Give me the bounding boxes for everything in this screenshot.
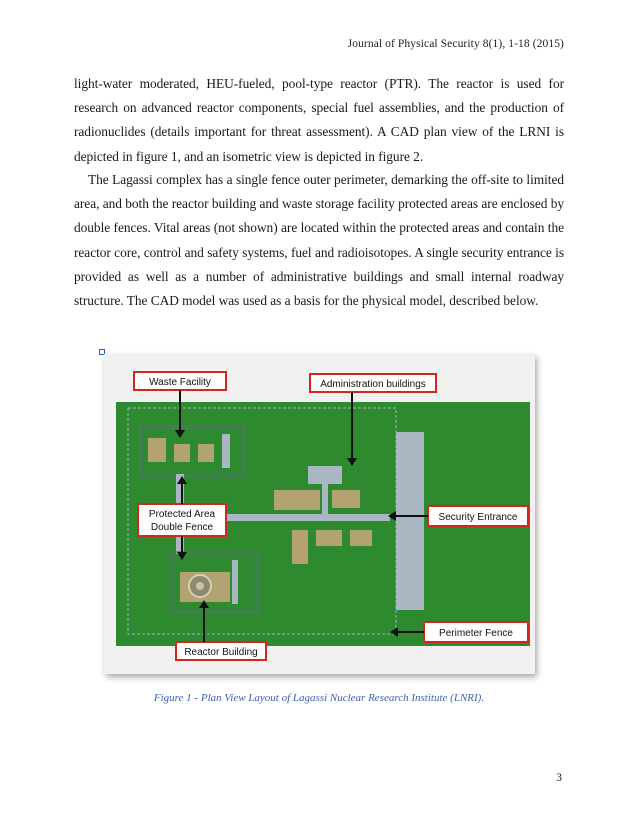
svg-text:Reactor Building: Reactor Building [184,647,258,658]
admin-building-2 [332,490,360,508]
reactor-dome-core [196,582,204,590]
admin-building-1 [274,490,320,510]
svg-text:Waste Facility: Waste Facility [149,377,211,388]
paragraph-1: light-water moderated, HEU-fueled, pool-type reactor (PTR). The reactor is used for research on advanced reactor components, special fuel assemblies, and the production of radionuclides (details important for threat assessment). A CAD plan view of the LRNI is depicted in figure 1, and an isometric view is depicted in figure 2. [74,76,564,164]
admin-building-3 [292,530,308,564]
svg-text:Administration buildings: Administration buildings [320,379,426,390]
figure-caption: Figure 1 - Plan View Layout of Lagassi Nuclear Research Institute (LNRI). [153,692,485,704]
waste-building-1 [148,438,166,462]
admin-building-5 [350,530,372,546]
admin-road-vertical [322,482,328,516]
figure-1 [104,354,535,674]
label-waste-facility [134,372,226,390]
admin-building-4 [316,530,342,546]
reactor-road [232,560,238,604]
east-parking-strip [396,432,424,610]
label-security-entrance [428,506,528,526]
waste-road [222,434,230,468]
admin-building-top [308,466,342,484]
label-perimeter-fence [424,622,528,642]
label-protected-area [138,504,226,536]
waste-building-2 [174,444,190,462]
label-administration-buildings [310,374,436,392]
paragraph-2: The Lagassi complex has a single fence outer perimeter, demarking the off-site to limited area, and both the reactor building and waste storage facility protected areas are enclosed by double fences. Vital areas (not shown) are located within the protected areas and contain the reactor core, control and safety systems, fuel and radioisotopes. A single security entrance is provided as well as a number of administrative buildings and small internal roadway structure. The CAD model was used as a basis for the physical model, described below. [74,172,564,309]
svg-text:Security Entrance: Security Entrance [438,512,518,523]
page-number: 3 [556,772,562,784]
waste-building-3 [198,444,214,462]
journal-header: Journal of Physical Security 8(1), 1-18 (2015) [347,38,564,50]
svg-text:Perimeter Fence: Perimeter Fence [439,628,513,639]
svg-text:Protected Area: Protected Area [148,509,216,520]
site-plan-diagram [104,354,535,674]
svg-text:Double Fence: Double Fence [150,522,214,533]
label-reactor-building [176,642,266,660]
